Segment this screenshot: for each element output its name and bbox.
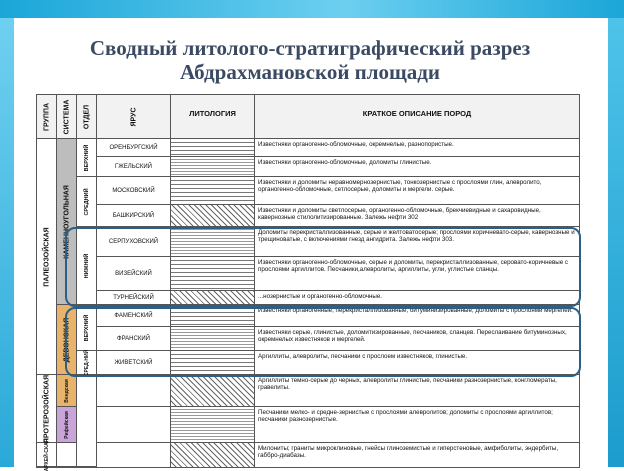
header-description: КРАТКОЕ ОПИСАНИЕ ПОРОД (255, 95, 579, 139)
title-line-2: Абдрахмановской площади (179, 60, 441, 84)
stage-vendian-empty (97, 375, 171, 407)
stage-tournaisian: ТУРНЕЙСКИЙ (97, 291, 171, 305)
litho-archean (171, 443, 255, 467)
litho-vendian (171, 375, 255, 407)
desc-gzhel: Известняки органогенно-обломочные, доломиты глинистые. (255, 157, 579, 177)
system-riphean: Рифейская (57, 407, 77, 443)
stage-visean: ВИЗЕЙСКИЙ (97, 257, 171, 291)
litho-moscow (171, 177, 255, 205)
litho-orenburg (171, 139, 255, 157)
system-devonian: ДЕВОНСКАЯ (57, 305, 77, 375)
header-section: ОТДЕЛ (77, 95, 97, 139)
desc-famennian: Известняки органогенные, перекристаллизованные, битуминизированные; доломиты с прослоями мергелей. (255, 305, 579, 327)
group-archean: АРХЕЙ-СКАЯ (37, 443, 57, 467)
section-empty (77, 375, 97, 467)
stage-riphean-empty (97, 407, 171, 443)
section-lower-c: НИЖНИЙ (77, 227, 97, 305)
slide-title (30, 36, 590, 84)
system-vendian: Вендская (57, 375, 77, 407)
system-archean-empty (57, 443, 77, 467)
header-group: ГРУППА (37, 95, 57, 139)
desc-orenburg: Известняки органогенно-обломочные, окремнелые, разнопористые. (255, 139, 579, 157)
stage-orenburg: ОРЕНБУРГСКИЙ (97, 139, 171, 157)
stage-gzhel: ГЖЕЛЬСКИЙ (97, 157, 171, 177)
desc-tournaisian: ...нозернистые и органогенно-обломочные. (255, 291, 579, 305)
header-system: СИСТЕМА (57, 95, 77, 139)
system-carboniferous: КАМЕННОУГОЛЬНАЯ (57, 139, 77, 305)
header-stage: ЯРУС (97, 95, 171, 139)
desc-visean: Известняки органогенно-обломочные, серые и доломиты, перекристаллизованные, серовато-коричневые с прослоями аргиллитов. Песчаники,алевролиты, аргиллиты, угли, углистые сланцы. (255, 257, 579, 291)
right-decor-bar (608, 18, 624, 467)
litho-gzhel (171, 157, 255, 177)
stage-serpukhov: СЕРПУХОВСКИЙ (97, 227, 171, 257)
stage-moscow: МОСКОВСКИЙ (97, 177, 171, 205)
left-decor-bar (0, 18, 14, 467)
section-upper-d: ВЕРХНИЙ (77, 305, 97, 351)
stage-famennian: ФАМЕНСКИЙ (97, 305, 171, 327)
stage-givetian: ЖИВЕТСКИЙ (97, 351, 171, 375)
desc-serpukhov: Доломиты перекристаллизованные, серые и желтоватосерые; прослоями коричневато-серые, кавернозные и трещиноватые, с включениями гнезд ангидрита. Залежь нефти 303. (255, 227, 579, 257)
highlight-lower-carboniferous (65, 227, 581, 307)
stage-frasnian: ФРАНСКИЙ (97, 327, 171, 351)
section-middle-c: СРЕДНИЙ (77, 177, 97, 227)
section-middle-d: СРЕД-НИЙ (77, 351, 97, 375)
desc-riphean: Песчаники мелко- и средне-зернистые с прослоями алевролитов; доломиты с прослоями аргиллитов; песчаники разнозернистые. (255, 407, 579, 443)
stage-archean-empty (97, 443, 171, 467)
header-lithology: ЛИТОЛОГИЯ (171, 95, 255, 139)
group-paleozoic: ПАЛЕОЗОЙСКАЯ (37, 139, 57, 375)
top-decor-bar (0, 0, 624, 18)
highlight-devonian (65, 307, 581, 377)
desc-bashkir: Известняки и доломиты светлосерые, органогенно-обломочные, брекчиевидные и сахаровидные, кавернозные стилолитизированные. Залежь нефти 302 (255, 205, 579, 227)
desc-moscow: Известняки и доломиты неравномернозернистые, тонкозернистые с прослоями глин, алевролито, органогенно-обломочные, сетлосерые, доломиты и мергели. серые. (255, 177, 579, 205)
litho-bashkir (171, 205, 255, 227)
desc-vendian: Аргиллиты темно-серые до черных, алевролиты глинистые, песчаники разнозернистые, конгломераты, гравелиты. (255, 375, 579, 407)
title-line-1: Сводный литолого-стратиграфический разрез (89, 36, 531, 60)
stage-bashkir: БАШКИРСКИЙ (97, 205, 171, 227)
section-upper-c: ВЕРХНИЙ (77, 139, 97, 177)
stratigraphic-chart (36, 94, 580, 471)
group-proterozoic: ПРОТЕРОЗОЙСКАЯ (37, 375, 57, 443)
desc-frasnian: Известняки серые, глинистые, доломитизированные, песчаников, сланцев. Переслаивание битуминозных, окремнелых известняков и мергелей. (255, 327, 579, 351)
litho-riphean (171, 407, 255, 443)
desc-givetian: Аргиллиты, алевролиты, песчаники с прослоем известняков, глинистые. (255, 351, 579, 375)
desc-archean: Милониты; граниты микроклиновые, гнейсы глиноземистые и гиперстеновые, амфиболиты, эндербиты, габбро-диабазы. (258, 445, 559, 460)
